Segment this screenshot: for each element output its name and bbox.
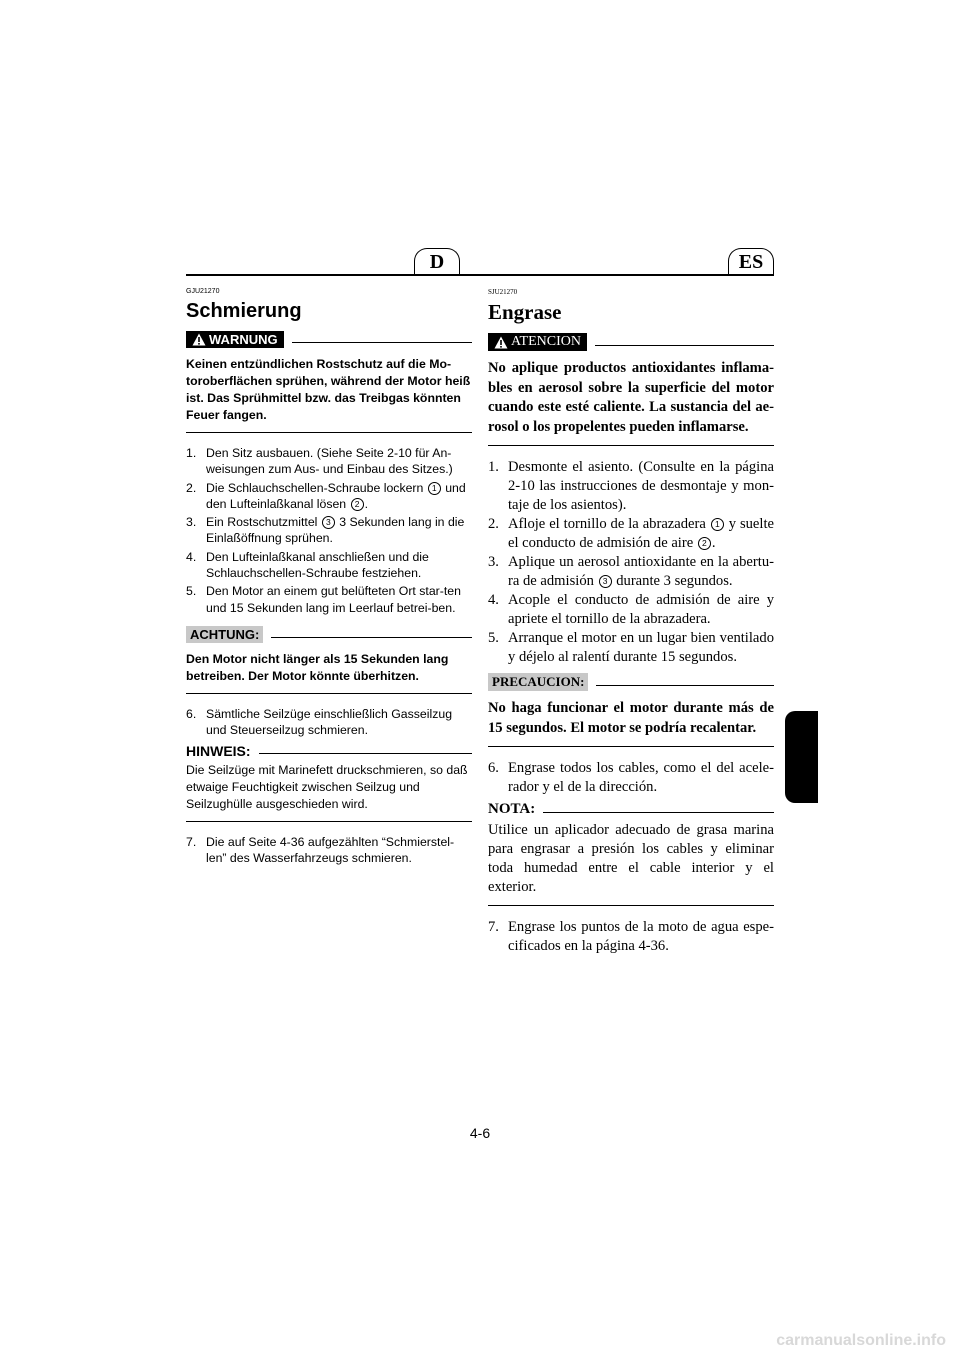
caution-header [488,673,774,691]
chapter-tab [785,711,818,803]
page-number: 4-6 [469,1125,491,1141]
steps-list [186,834,472,867]
note-header [488,801,774,818]
list-item: 5. Arranque el motor en un lugar bien ventilado y déjelo al ralentí durante 15 segundos. [488,630,774,665]
list-item: 2. Die Schlauchschellen-Schraube lockern 1 und den Lufteinlaßkanal lösen 2 . [186,480,466,511]
warning-header [488,333,774,351]
section-title: Schmierung [186,300,302,322]
warning-label-text: ATENCION [511,334,581,349]
callout-number: 1 [711,518,724,531]
callout-number: 1 [428,482,441,495]
note-label: NOTA: [488,801,536,817]
note-label: HINWEIS: [186,742,251,759]
caution-header [186,626,472,643]
warning-label [186,331,284,348]
warning-icon [192,333,206,346]
list-item: 4. Acople el conducto de admisión de aire y apriete el tornillo de la abrazadera. [488,592,774,627]
note-header [186,743,472,759]
caution-label: PRECAUCION: [488,673,588,691]
list-item: 7. Die auf Seite 4-36 aufgezählten “Schmierstel-len” des Wasserfahrzeugs schmieren. [186,834,455,865]
warning-header [186,331,472,348]
lang-tab-de: D [414,248,460,274]
warning-text: No aplique productos antioxidantes inflama-bles en aerosol sobre la superficie del motor cuando este esté caliente. La sustancia del ae-rosol o los propelentes pueden inflamarse. [488,359,774,446]
section-code: GJU21270 [186,288,220,295]
list-item: 7. Engrase los puntos de la moto de agua espe-cificados en la página 4-36. [488,919,774,954]
callout-number: 2 [698,537,711,550]
list-item: 2. Afloje el tornillo de la abrazadera 1 y suelte el conducto de admisión de aire 2 . [488,516,774,551]
section-title: Engrase [488,300,562,324]
german-column [186,288,472,876]
warning-label [488,333,587,351]
callout-number: 3 [322,516,335,529]
list-item: 1. Den Sitz ausbauen. (Siehe Seite 2-10 für An-weisungen zum Aus- und Einbau des Sitzes.) [186,446,453,477]
warning-label-text: WARNUNG [209,332,278,347]
caution-text: No haga funcionar el motor durante más de 15 segundos. El motor se podría recalentar. [488,699,774,747]
caution-label: ACHTUNG: [186,626,263,643]
warning-icon [494,336,508,349]
watermark: carmanualsonline.info [776,1332,946,1349]
note-text: Utilice un aplicador adecuado de grasa marina para engrasar a presión los cables y eliminar toda humedad entre el cable interior y el exterior. [488,821,774,906]
steps-list [186,706,472,739]
callout-number: 3 [599,575,612,588]
list-item: 4. Den Lufteinlaßkanal anschließen und die Schlauchschellen-Schraube festziehen. [186,549,429,581]
steps-list [488,918,774,956]
steps-list [488,759,774,797]
note-text: Die Seilzüge mit Marinefett druckschmieren, so daß etwaige Feuchtigkeit zwischen Seilzug und Seilzughülle ausgeschieden wird. [186,762,472,822]
list-item: 3. Aplique un aerosol antioxidante en la abertu-ra de admisión 3 durante 3 segundos. [488,554,774,589]
list-item: 6. Engrase todos los cables, como el del acele-rador y el de la dirección. [488,760,774,795]
list-item: 1. Desmonte el asiento. (Consulte en la página 2-10 las instrucciones de desmontaje y mon-taje de los asientos). [488,459,774,513]
list-item: 6. Sämtliche Seilzüge einschließlich Gasseilzug und Steuerseilzug schmieren. [186,706,453,738]
spanish-column [488,288,774,966]
language-header [186,248,774,278]
callout-number: 2 [351,498,364,511]
steps-list [186,445,472,616]
list-item: 3. Ein Rostschutzmittel 3 3 Sekunden lang in die Einlaßöffnung sprühen. [186,515,465,546]
header-rule [186,274,774,276]
section-code: SJU21270 [488,288,518,296]
list-item: 5. Den Motor an einem gut belüfteten Ort star-ten und 15 Sekunden lang im Leerlauf betrei-ben. [186,584,461,615]
lang-tab-es: ES [728,248,774,274]
steps-list [488,458,774,667]
warning-text: Keinen entzündlichen Rostschutz auf die Mo-toroberflächen sprühen, während der Motor heiß ist. Das Sprühmittel bzw. das Treibgas könnten Feuer fangen. [186,356,472,433]
caution-text: Den Motor nicht länger als 15 Sekunden lang betreiben. Der Motor könnte überhitzen. [186,651,472,694]
